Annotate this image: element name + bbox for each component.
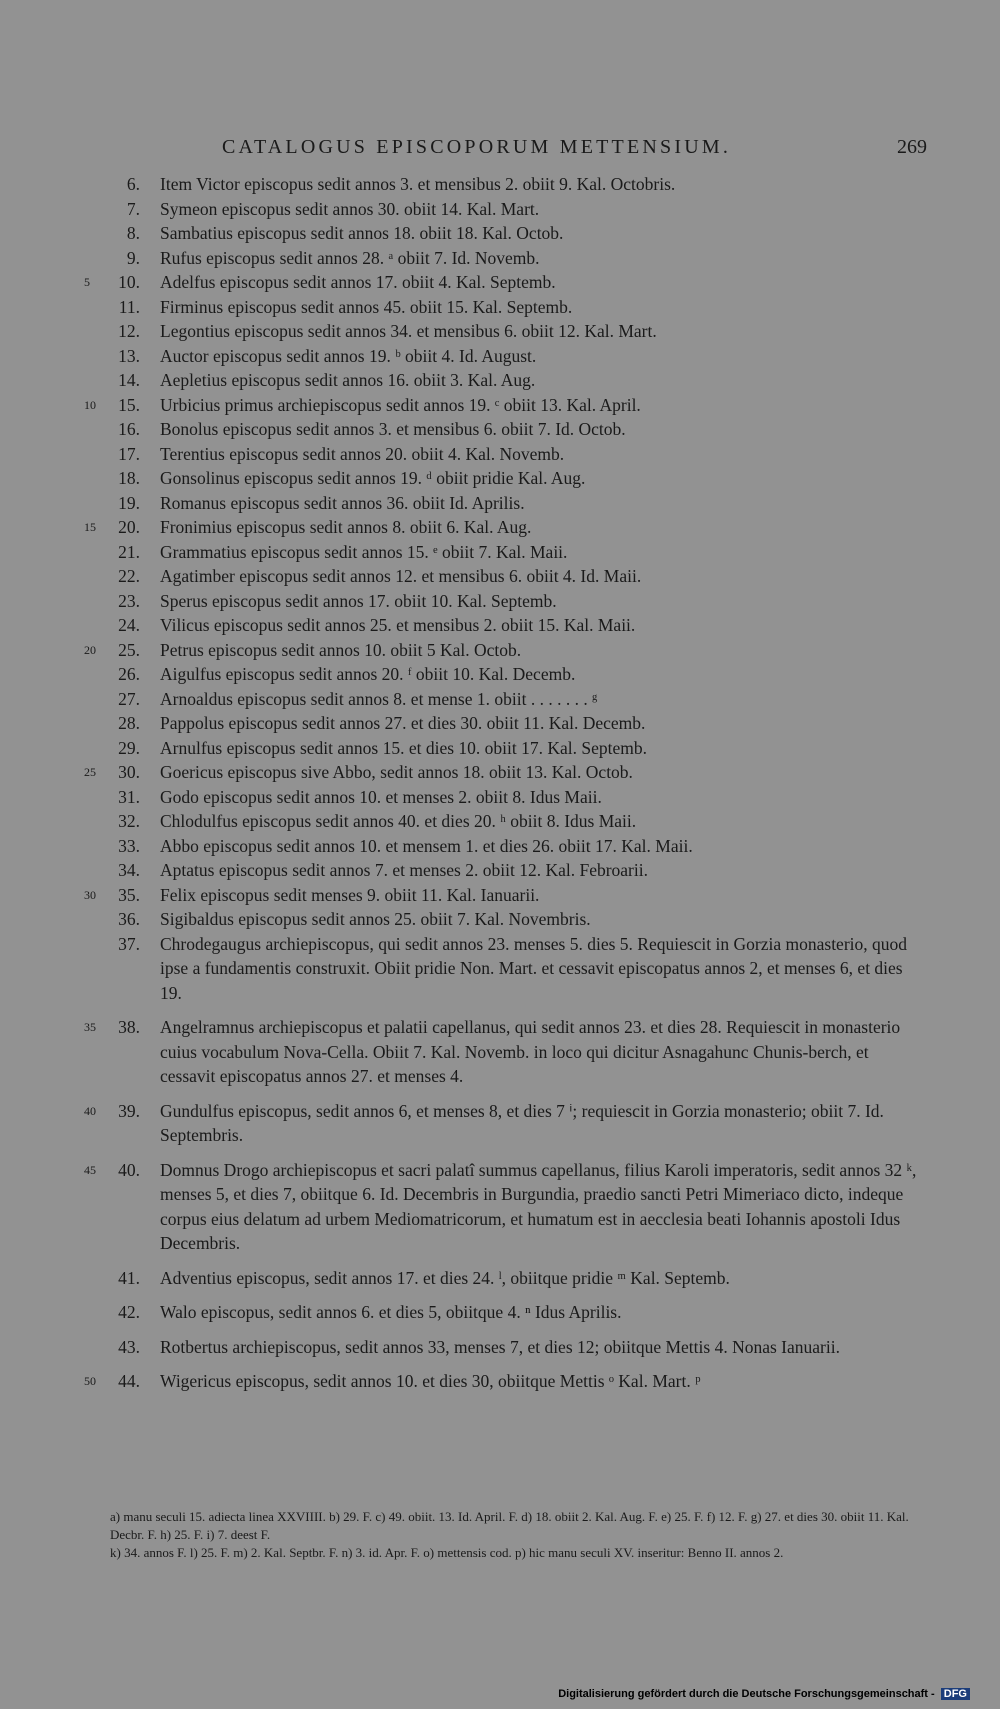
list-item xyxy=(0,295,1000,320)
running-title: CATALOGUS EPISCOPORUM METTENSIUM. xyxy=(222,136,732,158)
entry-number: 18. xyxy=(118,468,140,488)
entry-text: Goericus episcopus sive Abbo, sedit annos 18. obiit 13. Kal. Octob. xyxy=(160,762,633,782)
page-header xyxy=(0,132,1000,162)
entry-text: Chlodulfus episcopus sedit annos 40. et dies 20. ʰ obiit 8. Idus Maii. xyxy=(160,811,637,831)
list-item xyxy=(0,760,1000,785)
line-number: 35 xyxy=(84,1020,96,1034)
entry-text: Petrus episcopus sedit annos 10. obiit 5 Kal. Octob. xyxy=(160,639,522,660)
list-item xyxy=(0,197,1000,222)
entry-number: 27. xyxy=(118,688,140,709)
list-item xyxy=(0,1369,1000,1394)
list-item xyxy=(0,1015,1000,1089)
entry-number: 10. xyxy=(118,272,140,292)
list-item xyxy=(0,1099,1000,1148)
entry-number: 15. xyxy=(118,394,140,415)
entry-text: Arnulfus episcopus sedit annos 15. et dies 10. obiit 17. Kal. Septemb. xyxy=(160,737,648,758)
entry-number: 19. xyxy=(118,492,140,513)
credit-text: Digitalisierung gefördert durch die Deutsche Forschungsgemeinschaft - xyxy=(558,1688,935,1700)
line-number: 50 xyxy=(84,1374,96,1388)
entry-text: Arnoaldus episcopus sedit annos 8. et mense 1. obiit . . . . . . . ᵍ xyxy=(160,688,598,709)
entry-text: Gundulfus episcopus, sedit annos 6, et menses 8, et dies 7 ⁱ; requiescit in Gorzia monasterio; obiit 7. Id. Septembris. xyxy=(160,1100,889,1145)
entry-number: 32. xyxy=(118,811,140,831)
entry-number: 30. xyxy=(118,762,140,782)
list-item xyxy=(0,319,1000,344)
entry-text: Terentius episcopus sedit annos 20. obiit 4. Kal. Novemb. xyxy=(160,443,565,464)
entry-text: Gonsolinus episcopus sedit annos 19. ᵈ obiit pridie Kal. Aug. xyxy=(160,468,586,488)
entry-number: 8. xyxy=(126,223,140,243)
entry-number: 44. xyxy=(118,1371,140,1391)
entry-number: 38. xyxy=(118,1017,140,1037)
list-item xyxy=(0,172,1000,197)
entry-text: Abbo episcopus sedit annos 10. et mensem 1. et dies 26. obiit 17. Kal. Maii. xyxy=(160,835,693,856)
list-item xyxy=(0,932,1000,1006)
list-item xyxy=(0,344,1000,369)
list-item xyxy=(0,246,1000,271)
list-item xyxy=(0,540,1000,565)
list-item xyxy=(0,393,1000,418)
line-number: 45 xyxy=(84,1162,96,1177)
list-item xyxy=(0,466,1000,491)
entry-text: Angelramnus archiepiscopus et palatii capellanus, qui sedit annos 23. et dies 28. Requiescit in monasterio cuius vocabulum Nova-Cella. Obiit 7. Kal. Novemb. in loco qui dicitur Asnagahunc Chunis-berch, et cessavit episcopatus annos 27. et menses 4. xyxy=(160,1017,905,1086)
entry-number: 7. xyxy=(126,198,140,219)
entry-text: Rufus episcopus sedit annos 28. ᵃ obiit 7. Id. Novemb. xyxy=(160,247,540,268)
entry-number: 9. xyxy=(126,247,140,268)
list-item xyxy=(0,662,1000,687)
line-number: 40 xyxy=(84,1103,96,1118)
entry-text: Adventius episcopus, sedit annos 17. et dies 24. ˡ, obiitque pridie ᵐ Kal. Septemb. xyxy=(160,1267,730,1288)
entry-number: 25. xyxy=(118,639,140,660)
entry-number: 17. xyxy=(118,443,140,464)
entry-text: Godo episcopus sedit annos 10. et menses 2. obiit 8. Idus Maii. xyxy=(160,786,602,807)
entry-text: Sambatius episcopus sedit annos 18. obiit 18. Kal. Octob. xyxy=(160,223,564,243)
entry-text: Item Victor episcopus sedit annos 3. et mensibus 2. obiit 9. Kal. Octobris. xyxy=(160,174,676,194)
list-item xyxy=(0,736,1000,761)
entry-number: 20. xyxy=(118,517,140,537)
line-number: 25 xyxy=(84,765,96,779)
line-number: 20 xyxy=(84,642,96,657)
entry-text: Fronimius episcopus sedit annos 8. obiit 6. Kal. Aug. xyxy=(160,517,532,537)
entry-number: 36. xyxy=(118,909,140,929)
entry-text: Domnus Drogo archiepiscopus et sacri palatî summus capellanus, filius Karoli imperatoris, sedit annos 32 ᵏ, menses 5, et dies 7, obiitque 6. Id. Decembris in Burgundia, praedio sancti Petri Mimeriaco dicto, indeque corpus eius delatum ad urbem Mediomatricorum, et humatum est in aecclesia beati Iohannis apostoli Idus Decembris. xyxy=(160,1159,921,1253)
list-item xyxy=(0,834,1000,859)
digitization-credit xyxy=(558,1688,970,1700)
list-item xyxy=(0,417,1000,442)
entry-text: Rotbertus archiepiscopus, sedit annos 33, menses 7, et dies 12; obiitque Mettis 4. Nonas Ianuarii. xyxy=(160,1336,840,1357)
list-item xyxy=(0,907,1000,932)
entry-number: 28. xyxy=(118,713,140,733)
entry-number: 34. xyxy=(118,860,140,880)
list-item xyxy=(0,1158,1000,1256)
bishop-list xyxy=(0,172,1000,1394)
list-item xyxy=(0,613,1000,638)
entry-number: 41. xyxy=(118,1267,140,1288)
list-item xyxy=(0,221,1000,246)
list-item xyxy=(0,809,1000,834)
entry-number: 11. xyxy=(118,296,140,317)
entry-text: Symeon episcopus sedit annos 30. obiit 14. Kal. Mart. xyxy=(160,198,540,219)
entry-text: Auctor episcopus sedit annos 19. ᵇ obiit 4. Id. August. xyxy=(160,345,537,366)
entry-text: Legontius episcopus sedit annos 34. et mensibus 6. obiit 12. Kal. Mart. xyxy=(160,321,657,341)
entry-number: 14. xyxy=(118,370,140,390)
entry-text: Urbicius primus archiepiscopus sedit annos 19. ᶜ obiit 13. Kal. April. xyxy=(160,394,641,415)
line-number: 30 xyxy=(84,887,96,902)
entry-text: Felix episcopus sedit menses 9. obiit 11. Kal. Ianuarii. xyxy=(160,884,540,905)
list-item xyxy=(0,711,1000,736)
entry-number: 37. xyxy=(118,933,140,954)
entry-number: 40. xyxy=(118,1159,140,1180)
list-item xyxy=(0,858,1000,883)
list-item xyxy=(0,785,1000,810)
entry-number: 16. xyxy=(118,419,140,439)
entry-text: Vilicus episcopus sedit annos 25. et mensibus 2. obiit 15. Kal. Maii. xyxy=(160,615,636,635)
entry-text: Agatimber episcopus sedit annos 12. et mensibus 6. obiit 4. Id. Maii. xyxy=(160,566,642,586)
entry-text: Aepletius episcopus sedit annos 16. obiit 3. Kal. Aug. xyxy=(160,370,536,390)
dfg-logo: DFG xyxy=(941,1688,970,1700)
entry-number: 24. xyxy=(118,615,140,635)
entry-number: 6. xyxy=(126,174,140,194)
entry-number: 42. xyxy=(118,1302,140,1322)
list-item xyxy=(0,491,1000,516)
entry-text: Walo episcopus, sedit annos 6. et dies 5, obiitque 4. ⁿ Idus Aprilis. xyxy=(160,1302,622,1322)
entry-number: 26. xyxy=(118,664,140,684)
list-item xyxy=(0,1300,1000,1325)
entry-text: Aptatus episcopus sedit annos 7. et menses 2. obiit 12. Kal. Febroarii. xyxy=(160,860,648,880)
entry-number: 21. xyxy=(118,541,140,562)
entry-number: 22. xyxy=(118,566,140,586)
line-number: 10 xyxy=(84,397,96,412)
entry-text: Chrodegaugus archiepiscopus, qui sedit annos 23. menses 5. dies 5. Requiescit in Gorzia monasterio, quod ipse a fundamentis construxit. Obiit pridie Non. Mart. et cessavit episcopatus annos 2, et menses 6, et dies 19. xyxy=(160,933,912,1003)
entry-number: 23. xyxy=(118,590,140,611)
entry-number: 43. xyxy=(118,1336,140,1357)
list-item xyxy=(0,442,1000,467)
entry-number: 31. xyxy=(118,786,140,807)
list-item xyxy=(0,368,1000,393)
line-number: 5 xyxy=(84,275,90,289)
list-item xyxy=(0,638,1000,663)
entry-number: 39. xyxy=(118,1100,140,1121)
footnotes: a) manu seculi 15. adiecta linea XXVIIII. b) 29. F. c) 49. obiit. 13. Id. April. F. d) 18. obiit 2. Kal. Aug. F. e) 25. F. f) 12. F. g) 27. et dies 30. obiit 11. Kal. Decbr. F. h) 25. F. i) 7. deest F. k) 34. annos F. l) 25. F. m) 2. Kal. Septbr. F. n) 3. id. Apr. F. o) mettensis cod. p) hic manu seculi XV. inseritur: Benno II. annos 2. xyxy=(110,1509,909,1560)
list-item xyxy=(0,687,1000,712)
list-item xyxy=(0,270,1000,295)
list-item xyxy=(0,515,1000,540)
entry-number: 35. xyxy=(118,884,140,905)
list-item xyxy=(0,1266,1000,1291)
entry-number: 12. xyxy=(118,321,140,341)
entry-text: Sperus episcopus sedit annos 17. obiit 10. Kal. Septemb. xyxy=(160,590,557,611)
entry-text: Pappolus episcopus sedit annos 27. et dies 30. obiit 11. Kal. Decemb. xyxy=(160,713,646,733)
list-item xyxy=(0,1335,1000,1360)
entry-text: Wigericus episcopus, sedit annos 10. et dies 30, obiitque Mettis ᵒ Kal. Mart. ᵖ xyxy=(160,1371,701,1391)
entry-text: Grammatius episcopus sedit annos 15. ᵉ obiit 7. Kal. Maii. xyxy=(160,541,568,562)
list-item xyxy=(0,883,1000,908)
entry-number: 29. xyxy=(118,737,140,758)
entry-text: Adelfus episcopus sedit annos 17. obiit 4. Kal. Septemb. xyxy=(160,272,556,292)
line-number: 15 xyxy=(84,520,96,534)
list-item xyxy=(0,564,1000,589)
entry-number: 33. xyxy=(118,835,140,856)
page-number: 269 xyxy=(897,136,927,158)
entry-text: Romanus episcopus sedit annos 36. obiit Id. Aprilis. xyxy=(160,492,525,513)
list-item xyxy=(0,589,1000,614)
entry-text: Sigibaldus episcopus sedit annos 25. obiit 7. Kal. Novembris. xyxy=(160,909,591,929)
entry-text: Bonolus episcopus sedit annos 3. et mensibus 6. obiit 7. Id. Octob. xyxy=(160,419,626,439)
entry-number: 13. xyxy=(118,345,140,366)
entry-text: Firminus episcopus sedit annos 45. obiit 15. Kal. Septemb. xyxy=(160,296,573,317)
entry-text: Aigulfus episcopus sedit annos 20. ᶠ obiit 10. Kal. Decemb. xyxy=(160,664,576,684)
